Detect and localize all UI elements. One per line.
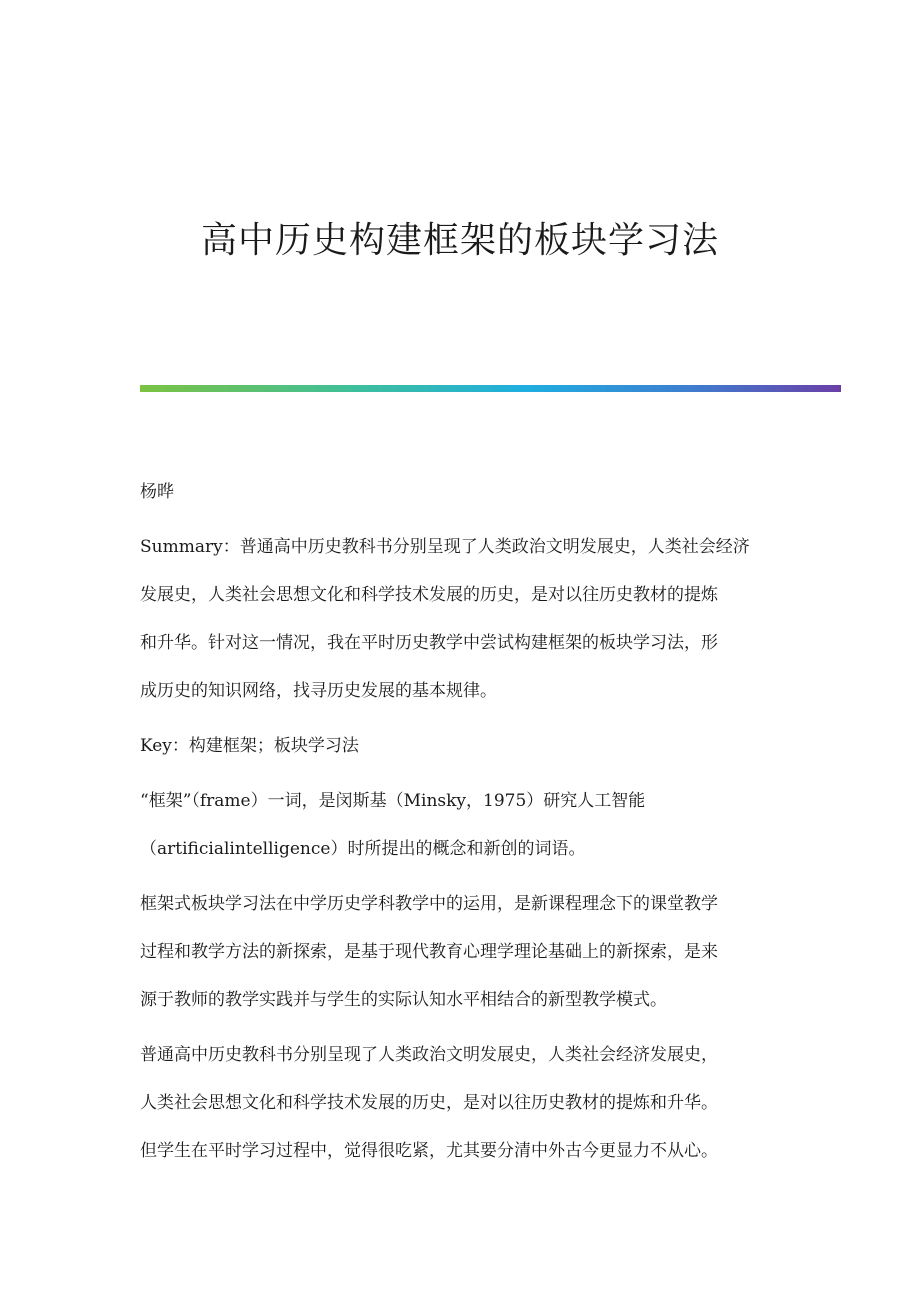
paragraph-line: （artificialintelligence）时所提出的概念和新创的词语。 [140,839,586,859]
paragraph-line: “框架”（frame）一词，是闵斯基（Minsky，1975）研究人工智能 [140,791,646,811]
paragraph-line: 但学生在平时学习过程中，觉得很吃紧，尤其要分清中外古今更显力不从心。 [140,1141,718,1161]
keywords-line: Key：构建框架；板块学习法 [140,736,359,756]
paragraph-line: 源于教师的教学实践并与学生的实际认知水平相结合的新型教学模式。 [140,990,667,1010]
paragraph-line: 人类社会思想文化和科学技术发展的历史，是对以往历史教材的提炼和升华。 [140,1093,718,1113]
author-line: 杨晔 [140,482,174,502]
textbook-paragraph [140,1031,780,1175]
frame-definition-paragraph [140,777,780,873]
summary-paragraph [140,523,780,715]
author-name [140,468,780,516]
method-paragraph [140,880,780,1024]
summary-line: 和升华。针对这一情况，我在平时历史教学中尝试构建框架的板块学习法，形 [140,633,718,653]
summary-line: Summary：普通高中历史教科书分别呈现了人类政治文明发展史，人类社会经济 [140,537,750,557]
paragraph-line: 框架式板块学习法在中学历史学科教学中的运用，是新课程理念下的课堂教学 [140,894,718,914]
title-divider [140,385,841,392]
paragraph-line: 过程和教学方法的新探索，是基于现代教育心理学理论基础上的新探索，是来 [140,942,718,962]
document-body [140,468,780,1182]
paragraph-line: 普通高中历史教科书分别呈现了人类政治文明发展史，人类社会经济发展史， [140,1045,718,1065]
page-title: 高中历史构建框架的板块学习法 [200,220,719,261]
summary-line: 发展史，人类社会思想文化和科学技术发展的历史，是对以往历史教材的提炼 [140,585,718,605]
keywords-paragraph [140,722,780,770]
summary-line: 成历史的知识网络，找寻历史发展的基本规律。 [140,681,497,701]
